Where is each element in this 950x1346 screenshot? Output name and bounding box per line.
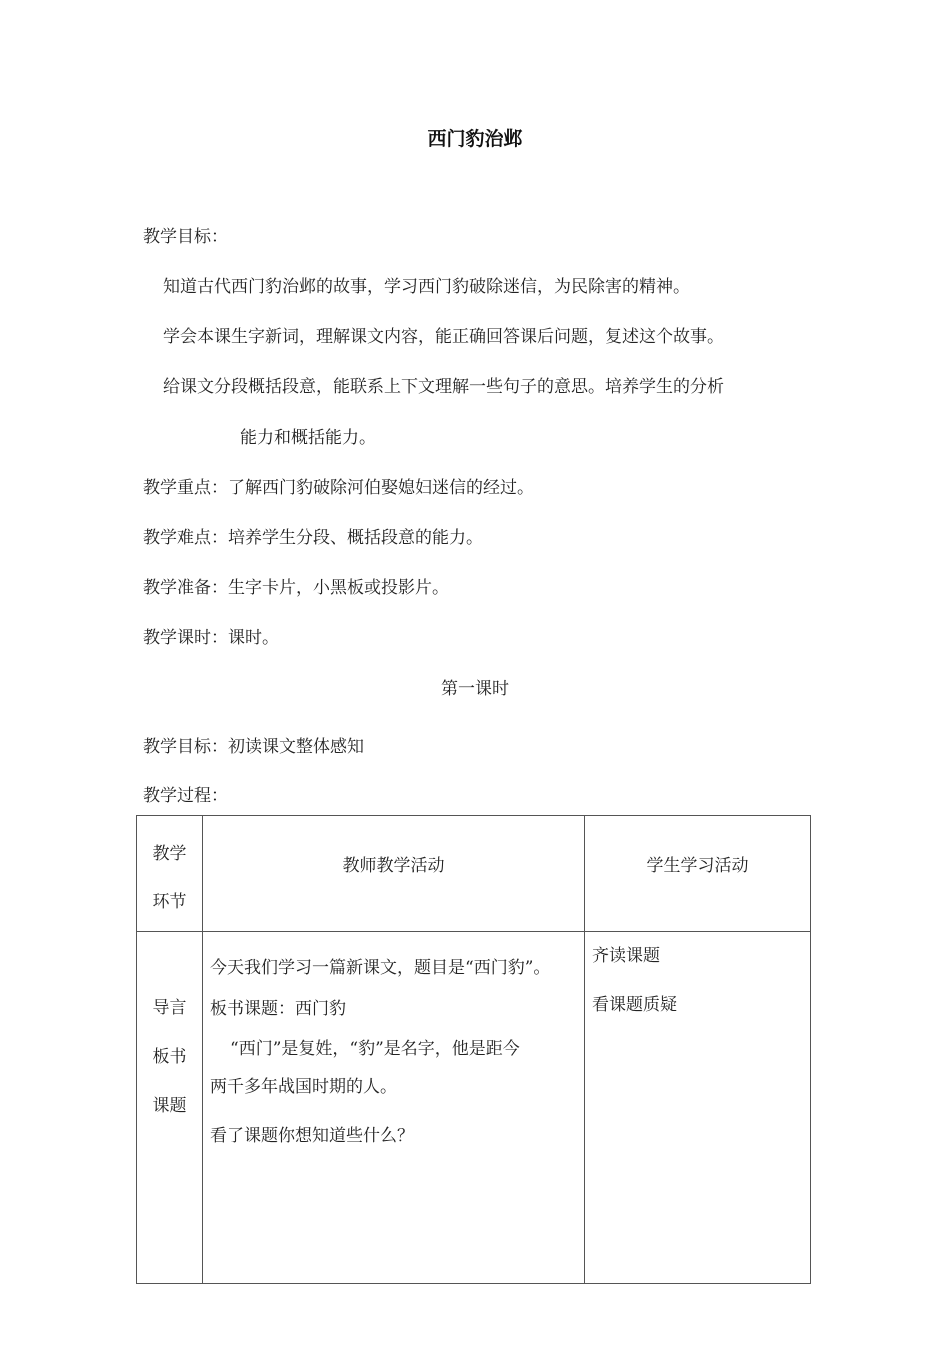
teacher-line: 两千多年战国时期的人。 — [210, 1077, 397, 1097]
header-stage-line-2: 环节 — [152, 892, 187, 912]
stage-cell — [137, 932, 203, 1284]
class-hours: 教学课时：课时。 — [143, 628, 279, 648]
stage-line: 课题 — [152, 1096, 187, 1116]
preparation: 教学准备：生字卡片，小黑板或投影片。 — [143, 578, 449, 598]
teacher-line: 今天我们学习一篇新课文，题目是“西门豹”。 — [210, 958, 551, 978]
goals-label: 教学目标： — [143, 227, 228, 247]
teaching-process-table — [136, 815, 811, 1284]
table-row — [137, 932, 811, 1284]
difficulty: 教学难点：培养学生分段、概括段意的能力。 — [143, 528, 483, 548]
header-stage-line-1: 教学 — [152, 844, 187, 864]
student-activity-cell — [585, 932, 811, 1284]
goal-item-1: 知道古代西门豹治邺的故事，学习西门豹破除迷信，为民除害的精神。 — [163, 277, 690, 297]
stage-line: 导言 — [152, 998, 187, 1018]
student-line: 齐读课题 — [592, 946, 660, 966]
teacher-activity-cell — [203, 932, 585, 1284]
header-stage — [137, 816, 203, 932]
goal-item-3-continued: 能力和概括能力。 — [240, 428, 376, 448]
goal-item-3: 给课文分段概括段意，能联系上下文理解一些句子的意思。培养学生的分析 — [163, 377, 724, 397]
header-teacher-activity: 教师教学活动 — [203, 816, 585, 932]
teacher-line: “西门”是复姓，“豹”是名字，他是距今 — [230, 1039, 520, 1059]
lesson-1-heading: 第一课时 — [441, 679, 509, 699]
goal-item-2: 学会本课生字新词，理解课文内容，能正确回答课后问题，复述这个故事。 — [163, 327, 724, 347]
key-point: 教学重点：了解西门豹破除河伯娶媳妇迷信的经过。 — [143, 478, 534, 498]
student-line: 看课题质疑 — [592, 995, 677, 1015]
table-header-row — [137, 816, 811, 932]
process-label: 教学过程： — [143, 786, 228, 806]
stage-line: 板书 — [152, 1047, 187, 1067]
document-title: 西门豹治邺 — [427, 128, 523, 150]
lesson-1-goal: 教学目标：初读课文整体感知 — [143, 737, 364, 757]
header-student-activity: 学生学习活动 — [585, 816, 811, 932]
teacher-line: 看了课题你想知道些什么？ — [210, 1126, 414, 1146]
teacher-line: 板书课题：西门豹 — [210, 999, 346, 1019]
